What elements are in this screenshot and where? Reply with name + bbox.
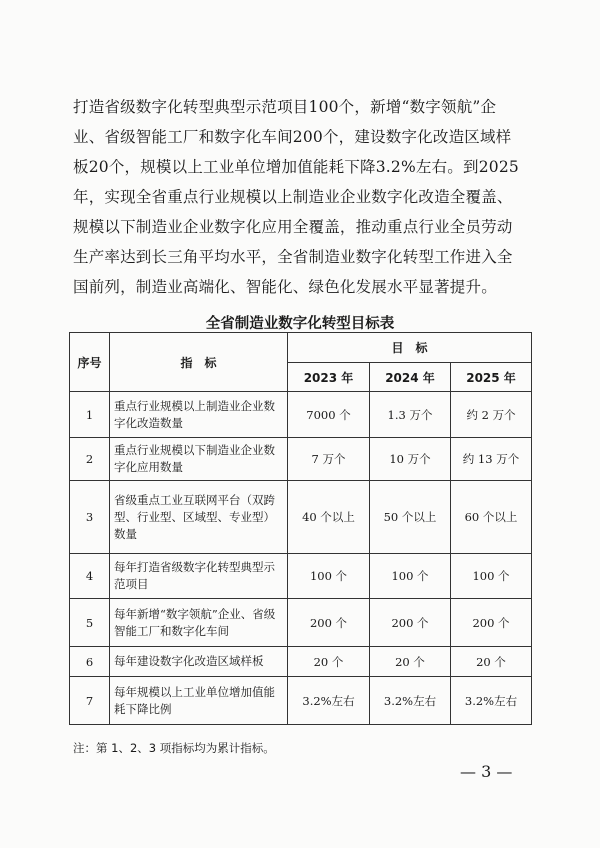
table-row bbox=[70, 599, 532, 647]
cell-2023: 3.2%左右 bbox=[288, 677, 370, 725]
table-row bbox=[70, 481, 532, 554]
cell-2024: 100 个 bbox=[370, 554, 451, 599]
table-title: 全省制造业数字化转型目标表 bbox=[205, 316, 395, 332]
cell-indicator: 重点行业规模以下制造业企业数字化应用数量 bbox=[110, 438, 288, 481]
cell-2023: 100 个 bbox=[288, 554, 370, 599]
table-row bbox=[70, 438, 532, 481]
cell-2024: 200 个 bbox=[370, 599, 451, 647]
cell-2025: 100 个 bbox=[451, 554, 532, 599]
paragraph-line: 国前列，制造业高端化、智能化、绿色化发展水平显著提升。 bbox=[73, 278, 497, 296]
cell-2024: 1.3 万个 bbox=[370, 392, 451, 438]
cell-seq: 3 bbox=[70, 481, 110, 554]
cell-2023: 7000 个 bbox=[288, 392, 370, 438]
table-row bbox=[70, 392, 532, 438]
table-note: 注：第 1、2、3 项指标均为累计指标。 bbox=[73, 741, 275, 755]
body-paragraph bbox=[73, 92, 528, 302]
cell-indicator: 重点行业规模以上制造业企业数字化改造数量 bbox=[110, 392, 288, 438]
cell-2024: 50 个以上 bbox=[370, 481, 451, 554]
cell-2025: 200 个 bbox=[451, 599, 532, 647]
paragraph-line: 板20个，规模以上工业单位增加值能耗下降3.2%左右。到2025 bbox=[73, 158, 519, 176]
cell-indicator: 每年规模以上工业单位增加值能耗下降比例 bbox=[110, 677, 288, 725]
cell-seq: 6 bbox=[70, 647, 110, 677]
cell-2023: 200 个 bbox=[288, 599, 370, 647]
cell-seq: 7 bbox=[70, 677, 110, 725]
cell-2025: 约 2 万个 bbox=[451, 392, 532, 438]
cell-2025: 60 个以上 bbox=[451, 481, 532, 554]
header-year-2025: 2025 年 bbox=[451, 363, 532, 392]
cell-seq: 1 bbox=[70, 392, 110, 438]
cell-seq: 2 bbox=[70, 438, 110, 481]
header-year-2023: 2023 年 bbox=[288, 363, 370, 392]
header-indicator: 指 标 bbox=[110, 333, 288, 392]
paragraph-line: 打造省级数字化转型典型示范项目100个，新增“数字领航”企 bbox=[73, 98, 497, 116]
cell-seq: 5 bbox=[70, 599, 110, 647]
cell-2024: 10 万个 bbox=[370, 438, 451, 481]
table-row bbox=[70, 677, 532, 725]
header-seq: 序号 bbox=[70, 333, 110, 392]
cell-indicator: 每年新增“数字领航”企业、省级智能工厂和数字化车间 bbox=[110, 599, 288, 647]
header-target: 目 标 bbox=[288, 333, 532, 363]
cell-2025: 20 个 bbox=[451, 647, 532, 677]
header-year-2024: 2024 年 bbox=[370, 363, 451, 392]
cell-2024: 3.2%左右 bbox=[370, 677, 451, 725]
cell-indicator: 省级重点工业互联网平台（双跨型、行业型、区域型、专业型）数量 bbox=[110, 481, 288, 554]
paragraph-line: 年，实现全省重点行业规模以上制造业企业数字化改造全覆盖、 bbox=[73, 188, 513, 206]
cell-2023: 7 万个 bbox=[288, 438, 370, 481]
cell-indicator: 每年建设数字化改造区域样板 bbox=[110, 647, 288, 677]
table-row bbox=[70, 554, 532, 599]
cell-seq: 4 bbox=[70, 554, 110, 599]
cell-2025: 3.2%左右 bbox=[451, 677, 532, 725]
cell-2023: 20 个 bbox=[288, 647, 370, 677]
page-number: — 3 — bbox=[460, 762, 513, 781]
targets-table bbox=[69, 332, 532, 725]
cell-2025: 约 13 万个 bbox=[451, 438, 532, 481]
table-row bbox=[70, 647, 532, 677]
cell-indicator: 每年打造省级数字化转型典型示范项目 bbox=[110, 554, 288, 599]
paragraph-line: 业、省级智能工厂和数字化车间200个，建设数字化改造区域样 bbox=[73, 128, 512, 146]
cell-2023: 40 个以上 bbox=[288, 481, 370, 554]
paragraph-line: 生产率达到长三角平均水平，全省制造业数字化转型工作进入全 bbox=[73, 248, 513, 266]
paragraph-line: 规模以下制造业企业数字化应用全覆盖，推动重点行业全员劳动 bbox=[73, 218, 513, 236]
cell-2024: 20 个 bbox=[370, 647, 451, 677]
